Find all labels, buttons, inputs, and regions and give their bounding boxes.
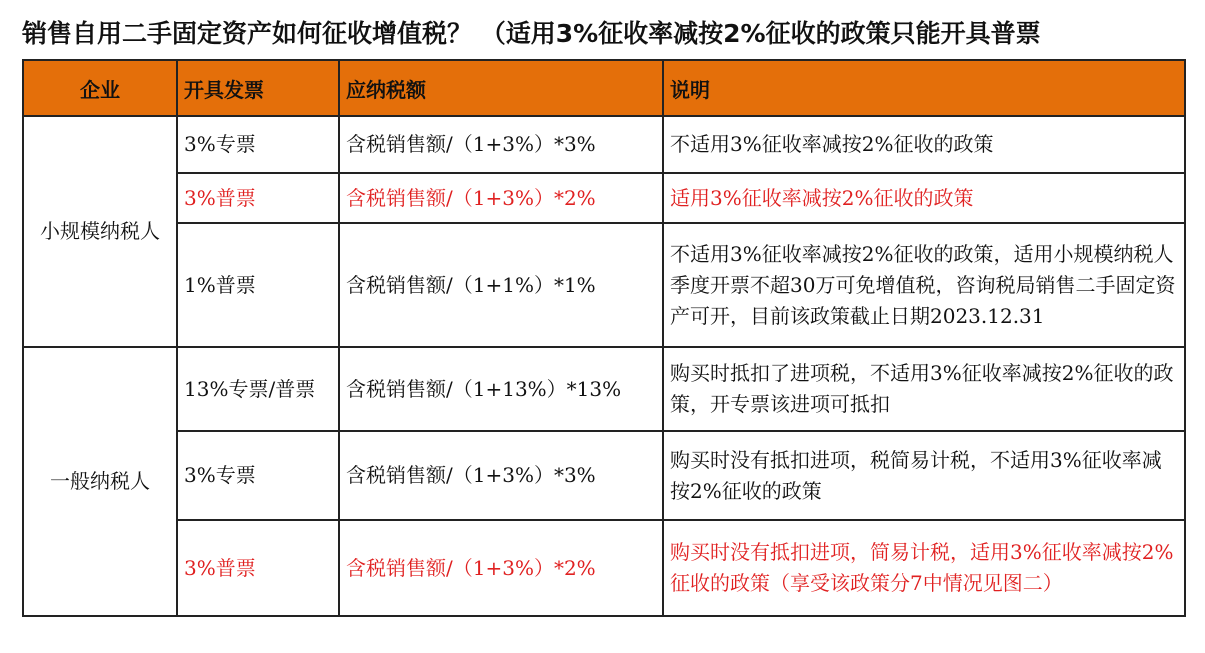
- tax-amount-cell: 含税销售额/（1+3%）*3%: [339, 431, 663, 520]
- tax-amount-cell: 含税销售额/（1+1%）*1%: [339, 223, 663, 347]
- invoice-cell: 3%专票: [177, 116, 339, 173]
- enterprise-small-scale: 小规模纳税人: [23, 116, 177, 347]
- note-cell: 适用3%征收率减按2%征收的政策: [663, 173, 1185, 223]
- enterprise-general: 一般纳税人: [23, 347, 177, 616]
- table-row: [23, 223, 1185, 347]
- header-note: 说明: [663, 60, 1185, 116]
- tax-amount-cell: 含税销售额/（1+3%）*3%: [339, 116, 663, 173]
- note-cell: 购买时没有抵扣进项，简易计税，适用3%征收率减按2%征收的政策（享受该政策分7中情况见图二）: [663, 520, 1185, 616]
- table-row-highlighted: [23, 173, 1185, 223]
- tax-amount-cell: 含税销售额/（1+3%）*2%: [339, 520, 663, 616]
- note-cell: 购买时抵扣了进项税，不适用3%征收率减按2%征收的政策，开专票该进项可抵扣: [663, 347, 1185, 431]
- note-cell: 购买时没有抵扣进项，税简易计税，不适用3%征收率减按2%征收的政策: [663, 431, 1185, 520]
- invoice-cell: 13%专票/普票: [177, 347, 339, 431]
- invoice-cell: 3%普票: [177, 520, 339, 616]
- table-header-row: [23, 60, 1185, 116]
- invoice-cell: 3%专票: [177, 431, 339, 520]
- table-row-highlighted: [23, 520, 1185, 616]
- table-row: [23, 347, 1185, 431]
- invoice-cell: 1%普票: [177, 223, 339, 347]
- header-tax-amount: 应纳税额: [339, 60, 663, 116]
- note-cell: 不适用3%征收率减按2%征收的政策: [663, 116, 1185, 173]
- table-row: [23, 431, 1185, 520]
- invoice-cell: 3%普票: [177, 173, 339, 223]
- page-title: 销售自用二手固定资产如何征收增值税？ （适用3%征收率减按2%征收的政策只能开具普票: [22, 19, 1041, 48]
- header-invoice: 开具发票: [177, 60, 339, 116]
- note-cell: 不适用3%征收率减按2%征收的政策，适用小规模纳税人季度开票不超30万可免增值税，咨询税局销售二手固定资产可开，目前该政策截止日期2023.12.31: [663, 223, 1185, 347]
- tax-amount-cell: 含税销售额/（1+3%）*2%: [339, 173, 663, 223]
- table-row: [23, 116, 1185, 173]
- tax-table: [22, 59, 1186, 617]
- header-enterprise: 企业: [23, 60, 177, 116]
- tax-amount-cell: 含税销售额/（1+13%）*13%: [339, 347, 663, 431]
